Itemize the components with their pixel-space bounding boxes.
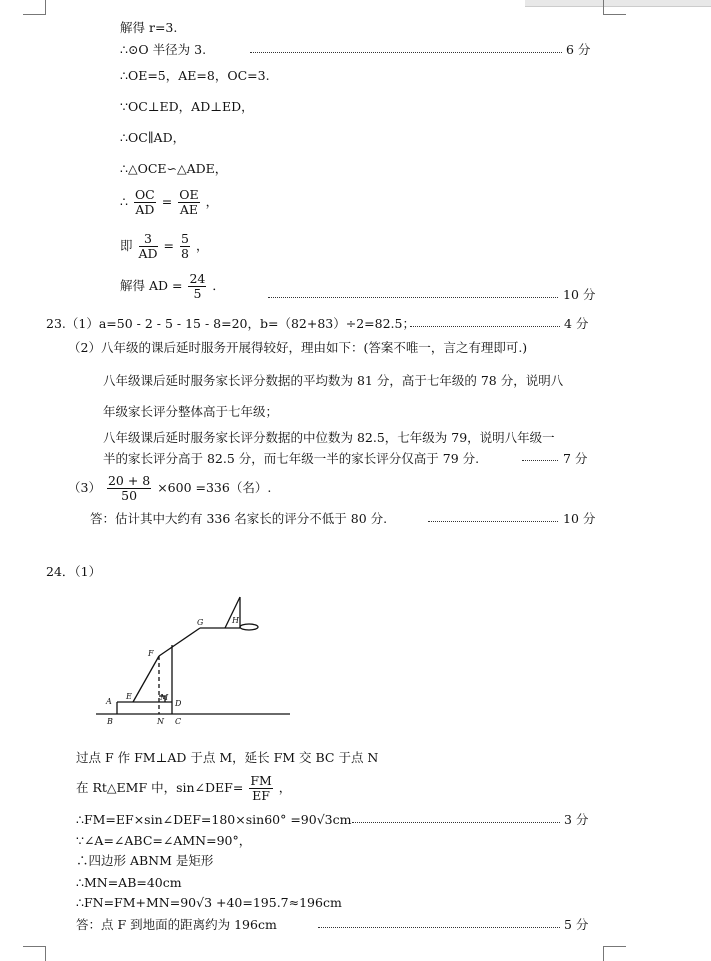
q23-line-2: （2）八年级的课后延时服务开展得较好，理由如下：(答案不唯一，言之有理即可.) [68,340,528,355]
q22-line-1: 解得 r=3. [120,20,178,35]
score-4: 4 分 [564,316,589,331]
dot-leader [268,297,558,298]
fraction-fm-ef [249,774,272,803]
q23-line-8: 答：估计其中大约有 336 名家长的评分不低于 80 分. [90,511,388,526]
dot-leader [410,326,560,327]
numerator: FM [250,773,272,788]
label-f: F [148,649,154,658]
q23-line-5: 八年级课后延时服务家长评分数据的中位数为 82.5，七年级为 79，说明八年级一 [103,430,555,445]
denominator: AE [179,202,198,217]
fraction-3-ad [139,232,158,261]
numerator: 24 [189,271,206,286]
dot-leader [250,52,562,53]
q22-line-6: ∴△OCE∽△ADE， [120,161,228,176]
label-a: A [106,697,112,706]
q24-heading: 24．（1） [46,564,102,579]
fraction-oe-ae [178,188,199,217]
score-6: 6 分 [566,42,591,57]
q23-l7-end: ×600 =336（名）. [157,480,272,495]
fraction-24-5 [188,272,206,301]
q23-line-3: 八年级课后延时服务家长评分数据的平均数为 81 分，高于七年级的 78 分，说明八 [103,373,564,388]
equals-sign: = [163,238,175,253]
q24-line-7: ∴FN=FM+MN=90√3 +40=195.7≈196cm [76,895,342,910]
denominator: 50 [121,488,138,503]
numerator: 3 [139,232,158,247]
q23-line-6: 半的家长评分高于 82.5 分，而七年级一半的家长评分仅高于 79 分. [103,451,480,466]
crop-mark-bottom-right [603,946,626,961]
denominator: 8 [181,246,189,261]
label-d: D [175,699,182,708]
q22-l9-end: ． [212,278,225,293]
q23-line-1: 23.（1）a=50 - 2 - 5 - 15 - 8=20，b=（82+83）÷2=82.5； [46,316,415,331]
q24-l2-prefix: 在 Rt△EMF 中，sin∠DEF= [76,780,244,795]
label-e: E [126,692,132,701]
q22-line-4: ∵OC⊥ED，AD⊥ED， [120,99,254,114]
denominator: EF [252,788,270,803]
dot-leader [522,460,558,461]
crop-mark-bottom-left [23,946,46,961]
dot-leader [352,822,560,823]
q24-sine-line [76,774,291,803]
label-c: C [175,717,182,726]
equals-sign: = [161,194,173,209]
q22-substitution-line [120,232,208,261]
label-g: G [197,618,204,627]
q22-l7-end: ， [205,194,219,209]
label-b: B [107,717,113,726]
label-n: N [157,717,164,726]
denominator: AD [135,202,155,217]
q24-l2-end: ， [278,780,292,795]
q22-l9-prefix: 解得 AD = [120,278,183,293]
denominator: 5 [193,286,202,301]
q22-l8-end: ， [195,238,209,253]
segment-diagonal [225,597,240,628]
score-3: 3 分 [564,812,589,827]
score-10: 10 分 [563,511,596,526]
q22-line-3: ∴OE=5，AE=8，OC=3. [120,68,270,83]
numerator: 5 [181,231,189,246]
q23-line-4: 年级家长评分整体高于七年级； [103,404,279,419]
label-m: M [160,693,169,702]
q22-l8-prefix: 即 [120,238,133,253]
fraction-28-50 [107,474,151,503]
right-angle-mark [159,696,165,702]
handle-loop [240,624,258,630]
denominator: AD [138,246,158,261]
crop-mark-top-right [603,0,626,15]
score-10: 10 分 [563,287,596,302]
q22-proportion-line [120,188,218,217]
q24-line-1: 过点 F 作 FM⊥AD 于点 M，延长 FM 交 BC 于点 N [76,750,379,765]
q24-line-5: ∴四边形 ABNM 是矩形 [76,853,214,868]
q24-line-6: ∴MN=AB=40cm [76,875,182,890]
segment-fg [159,628,200,656]
label-h: H [232,616,239,625]
numerator: OE [179,187,199,202]
score-5: 5 分 [564,917,589,932]
dot-leader [318,927,560,928]
q23-part3-line [68,474,271,503]
segment-ef [133,656,159,702]
fraction-oc-ad [134,188,156,217]
q22-l7-prefix: ∴ [120,194,128,209]
score-7: 7 分 [563,451,588,466]
numerator: OC [134,187,155,202]
dot-leader [428,521,558,522]
q22-result-line [120,272,225,301]
crop-mark-top-left [23,0,46,15]
q24-line-4: ∵∠A=∠ABC=∠AMN=90°， [76,833,252,848]
q24-line-8: 答：点 F 到地面的距离约为 196cm [76,917,277,932]
q22-line-2: ∴⊙O 半径为 3. [120,42,207,57]
q24-line-3: ∴FM=EF×sin∠DEF=180×sin60° =90√3cm [76,812,352,827]
numerator: 20 + 8 [107,473,151,488]
q23-l7-prefix: （3） [68,480,101,495]
q22-line-5: ∴OC∥AD， [120,130,186,145]
fraction-5-8 [180,232,190,261]
